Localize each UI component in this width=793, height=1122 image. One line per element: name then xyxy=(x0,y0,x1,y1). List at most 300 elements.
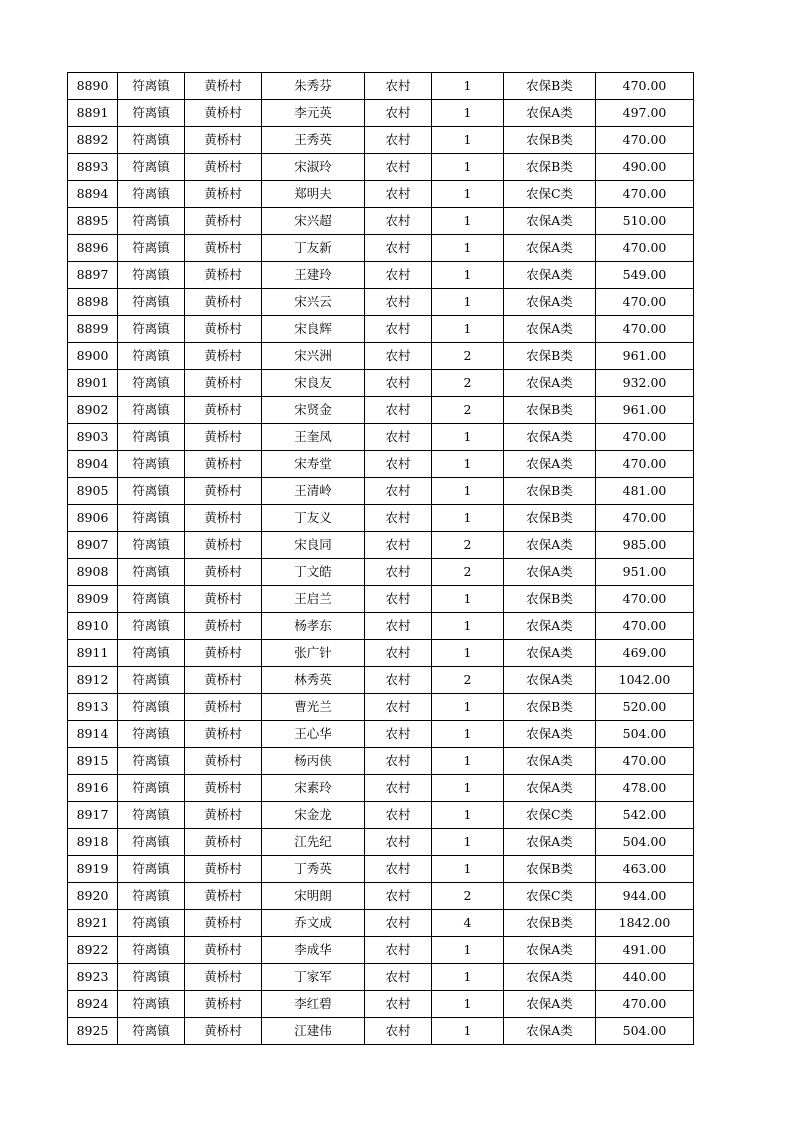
member-count-cell: 1 xyxy=(432,937,504,964)
name-cell: 丁友义 xyxy=(262,505,365,532)
serial-number-cell: 8894 xyxy=(68,181,118,208)
village-cell: 黄桥村 xyxy=(185,910,262,937)
household-type-cell: 农村 xyxy=(365,397,432,424)
table-row xyxy=(68,937,694,964)
town-cell: 符离镇 xyxy=(118,208,185,235)
household-type-cell: 农村 xyxy=(365,154,432,181)
village-cell: 黄桥村 xyxy=(185,802,262,829)
village-cell: 黄桥村 xyxy=(185,343,262,370)
serial-number-cell: 8909 xyxy=(68,586,118,613)
village-cell: 黄桥村 xyxy=(185,262,262,289)
amount-cell: 1042.00 xyxy=(596,667,694,694)
household-type-cell: 农村 xyxy=(365,100,432,127)
name-cell: 丁家军 xyxy=(262,964,365,991)
table-row xyxy=(68,154,694,181)
village-cell: 黄桥村 xyxy=(185,559,262,586)
town-cell: 符离镇 xyxy=(118,748,185,775)
serial-number-cell: 8918 xyxy=(68,829,118,856)
serial-number-cell: 8890 xyxy=(68,73,118,100)
amount-cell: 470.00 xyxy=(596,73,694,100)
serial-number-cell: 8907 xyxy=(68,532,118,559)
table-row xyxy=(68,559,694,586)
household-type-cell: 农村 xyxy=(365,73,432,100)
amount-cell: 520.00 xyxy=(596,694,694,721)
amount-cell: 470.00 xyxy=(596,586,694,613)
member-count-cell: 2 xyxy=(432,532,504,559)
serial-number-cell: 8901 xyxy=(68,370,118,397)
category-cell: 农保C类 xyxy=(504,883,596,910)
member-count-cell: 1 xyxy=(432,235,504,262)
household-type-cell: 农村 xyxy=(365,127,432,154)
town-cell: 符离镇 xyxy=(118,181,185,208)
village-cell: 黄桥村 xyxy=(185,397,262,424)
village-cell: 黄桥村 xyxy=(185,856,262,883)
member-count-cell: 1 xyxy=(432,127,504,154)
member-count-cell: 1 xyxy=(432,154,504,181)
village-cell: 黄桥村 xyxy=(185,883,262,910)
town-cell: 符离镇 xyxy=(118,856,185,883)
amount-cell: 961.00 xyxy=(596,343,694,370)
name-cell: 李元英 xyxy=(262,100,365,127)
town-cell: 符离镇 xyxy=(118,154,185,181)
table-row xyxy=(68,343,694,370)
table-row xyxy=(68,181,694,208)
member-count-cell: 1 xyxy=(432,316,504,343)
town-cell: 符离镇 xyxy=(118,262,185,289)
village-cell: 黄桥村 xyxy=(185,829,262,856)
category-cell: 农保C类 xyxy=(504,181,596,208)
member-count-cell: 1 xyxy=(432,964,504,991)
member-count-cell: 1 xyxy=(432,505,504,532)
town-cell: 符离镇 xyxy=(118,667,185,694)
town-cell: 符离镇 xyxy=(118,370,185,397)
name-cell: 丁秀英 xyxy=(262,856,365,883)
amount-cell: 504.00 xyxy=(596,1018,694,1045)
name-cell: 王心华 xyxy=(262,721,365,748)
member-count-cell: 1 xyxy=(432,721,504,748)
table-row xyxy=(68,829,694,856)
town-cell: 符离镇 xyxy=(118,775,185,802)
table-row xyxy=(68,532,694,559)
member-count-cell: 1 xyxy=(432,1018,504,1045)
serial-number-cell: 8908 xyxy=(68,559,118,586)
household-type-cell: 农村 xyxy=(365,370,432,397)
town-cell: 符离镇 xyxy=(118,289,185,316)
amount-cell: 470.00 xyxy=(596,748,694,775)
household-type-cell: 农村 xyxy=(365,208,432,235)
category-cell: 农保A类 xyxy=(504,964,596,991)
name-cell: 丁文皓 xyxy=(262,559,365,586)
category-cell: 农保A类 xyxy=(504,1018,596,1045)
town-cell: 符离镇 xyxy=(118,127,185,154)
table-row xyxy=(68,775,694,802)
name-cell: 李成华 xyxy=(262,937,365,964)
member-count-cell: 1 xyxy=(432,289,504,316)
serial-number-cell: 8913 xyxy=(68,694,118,721)
amount-cell: 470.00 xyxy=(596,235,694,262)
household-type-cell: 农村 xyxy=(365,424,432,451)
household-type-cell: 农村 xyxy=(365,505,432,532)
village-cell: 黄桥村 xyxy=(185,613,262,640)
category-cell: 农保B类 xyxy=(504,586,596,613)
serial-number-cell: 8911 xyxy=(68,640,118,667)
serial-number-cell: 8916 xyxy=(68,775,118,802)
amount-cell: 478.00 xyxy=(596,775,694,802)
table-row xyxy=(68,721,694,748)
name-cell: 宋良辉 xyxy=(262,316,365,343)
town-cell: 符离镇 xyxy=(118,559,185,586)
household-type-cell: 农村 xyxy=(365,721,432,748)
table-row xyxy=(68,964,694,991)
serial-number-cell: 8903 xyxy=(68,424,118,451)
member-count-cell: 1 xyxy=(432,100,504,127)
village-cell: 黄桥村 xyxy=(185,1018,262,1045)
village-cell: 黄桥村 xyxy=(185,505,262,532)
category-cell: 农保A类 xyxy=(504,370,596,397)
town-cell: 符离镇 xyxy=(118,883,185,910)
village-cell: 黄桥村 xyxy=(185,775,262,802)
serial-number-cell: 8899 xyxy=(68,316,118,343)
household-type-cell: 农村 xyxy=(365,856,432,883)
member-count-cell: 1 xyxy=(432,775,504,802)
household-type-cell: 农村 xyxy=(365,478,432,505)
category-cell: 农保A类 xyxy=(504,100,596,127)
member-count-cell: 1 xyxy=(432,181,504,208)
amount-cell: 944.00 xyxy=(596,883,694,910)
name-cell: 宋兴超 xyxy=(262,208,365,235)
village-cell: 黄桥村 xyxy=(185,154,262,181)
serial-number-cell: 8912 xyxy=(68,667,118,694)
serial-number-cell: 8905 xyxy=(68,478,118,505)
amount-cell: 490.00 xyxy=(596,154,694,181)
serial-number-cell: 8921 xyxy=(68,910,118,937)
village-cell: 黄桥村 xyxy=(185,532,262,559)
serial-number-cell: 8895 xyxy=(68,208,118,235)
serial-number-cell: 8910 xyxy=(68,613,118,640)
category-cell: 农保A类 xyxy=(504,613,596,640)
table-row xyxy=(68,856,694,883)
town-cell: 符离镇 xyxy=(118,640,185,667)
member-count-cell: 1 xyxy=(432,856,504,883)
serial-number-cell: 8925 xyxy=(68,1018,118,1045)
name-cell: 王清岭 xyxy=(262,478,365,505)
town-cell: 符离镇 xyxy=(118,586,185,613)
village-cell: 黄桥村 xyxy=(185,964,262,991)
amount-cell: 491.00 xyxy=(596,937,694,964)
table-row xyxy=(68,316,694,343)
member-count-cell: 1 xyxy=(432,478,504,505)
amount-cell: 504.00 xyxy=(596,721,694,748)
table-row xyxy=(68,505,694,532)
amount-cell: 470.00 xyxy=(596,127,694,154)
table-row xyxy=(68,451,694,478)
household-type-cell: 农村 xyxy=(365,235,432,262)
serial-number-cell: 8917 xyxy=(68,802,118,829)
table-row xyxy=(68,100,694,127)
household-type-cell: 农村 xyxy=(365,532,432,559)
household-type-cell: 农村 xyxy=(365,694,432,721)
household-type-cell: 农村 xyxy=(365,802,432,829)
category-cell: 农保A类 xyxy=(504,937,596,964)
table-row xyxy=(68,208,694,235)
table-row xyxy=(68,667,694,694)
amount-cell: 497.00 xyxy=(596,100,694,127)
village-cell: 黄桥村 xyxy=(185,289,262,316)
category-cell: 农保B类 xyxy=(504,397,596,424)
household-type-cell: 农村 xyxy=(365,262,432,289)
town-cell: 符离镇 xyxy=(118,829,185,856)
member-count-cell: 1 xyxy=(432,424,504,451)
amount-cell: 504.00 xyxy=(596,829,694,856)
member-count-cell: 1 xyxy=(432,829,504,856)
category-cell: 农保A类 xyxy=(504,559,596,586)
category-cell: 农保A类 xyxy=(504,640,596,667)
village-cell: 黄桥村 xyxy=(185,127,262,154)
table-row xyxy=(68,397,694,424)
name-cell: 张广针 xyxy=(262,640,365,667)
name-cell: 王奎凤 xyxy=(262,424,365,451)
name-cell: 曹光兰 xyxy=(262,694,365,721)
amount-cell: 463.00 xyxy=(596,856,694,883)
category-cell: 农保A类 xyxy=(504,775,596,802)
village-cell: 黄桥村 xyxy=(185,694,262,721)
amount-cell: 1842.00 xyxy=(596,910,694,937)
village-cell: 黄桥村 xyxy=(185,235,262,262)
name-cell: 江先纪 xyxy=(262,829,365,856)
name-cell: 郑明夫 xyxy=(262,181,365,208)
table-row xyxy=(68,910,694,937)
amount-cell: 481.00 xyxy=(596,478,694,505)
town-cell: 符离镇 xyxy=(118,694,185,721)
town-cell: 符离镇 xyxy=(118,964,185,991)
table-row xyxy=(68,613,694,640)
serial-number-cell: 8919 xyxy=(68,856,118,883)
village-cell: 黄桥村 xyxy=(185,181,262,208)
amount-cell: 470.00 xyxy=(596,424,694,451)
household-type-cell: 农村 xyxy=(365,910,432,937)
category-cell: 农保C类 xyxy=(504,802,596,829)
household-type-cell: 农村 xyxy=(365,964,432,991)
amount-cell: 470.00 xyxy=(596,505,694,532)
household-type-cell: 农村 xyxy=(365,343,432,370)
name-cell: 宋寿堂 xyxy=(262,451,365,478)
table-body xyxy=(68,73,694,1045)
category-cell: 农保A类 xyxy=(504,289,596,316)
member-count-cell: 1 xyxy=(432,73,504,100)
village-cell: 黄桥村 xyxy=(185,100,262,127)
category-cell: 农保B类 xyxy=(504,127,596,154)
household-type-cell: 农村 xyxy=(365,289,432,316)
household-type-cell: 农村 xyxy=(365,775,432,802)
name-cell: 李红碧 xyxy=(262,991,365,1018)
serial-number-cell: 8891 xyxy=(68,100,118,127)
serial-number-cell: 8892 xyxy=(68,127,118,154)
town-cell: 符离镇 xyxy=(118,937,185,964)
member-count-cell: 2 xyxy=(432,370,504,397)
member-count-cell: 2 xyxy=(432,397,504,424)
village-cell: 黄桥村 xyxy=(185,937,262,964)
serial-number-cell: 8922 xyxy=(68,937,118,964)
town-cell: 符离镇 xyxy=(118,721,185,748)
category-cell: 农保B类 xyxy=(504,73,596,100)
name-cell: 宋淑玲 xyxy=(262,154,365,181)
member-count-cell: 1 xyxy=(432,694,504,721)
member-count-cell: 1 xyxy=(432,640,504,667)
table-row xyxy=(68,370,694,397)
household-type-cell: 农村 xyxy=(365,316,432,343)
amount-cell: 470.00 xyxy=(596,289,694,316)
category-cell: 农保A类 xyxy=(504,262,596,289)
town-cell: 符离镇 xyxy=(118,802,185,829)
name-cell: 丁友新 xyxy=(262,235,365,262)
serial-number-cell: 8923 xyxy=(68,964,118,991)
town-cell: 符离镇 xyxy=(118,613,185,640)
amount-cell: 470.00 xyxy=(596,613,694,640)
town-cell: 符离镇 xyxy=(118,235,185,262)
village-cell: 黄桥村 xyxy=(185,451,262,478)
category-cell: 农保B类 xyxy=(504,343,596,370)
town-cell: 符离镇 xyxy=(118,73,185,100)
serial-number-cell: 8896 xyxy=(68,235,118,262)
household-type-cell: 农村 xyxy=(365,667,432,694)
table-row xyxy=(68,991,694,1018)
table-row xyxy=(68,694,694,721)
village-cell: 黄桥村 xyxy=(185,991,262,1018)
table-row xyxy=(68,73,694,100)
amount-cell: 932.00 xyxy=(596,370,694,397)
table-row xyxy=(68,883,694,910)
serial-number-cell: 8904 xyxy=(68,451,118,478)
category-cell: 农保A类 xyxy=(504,316,596,343)
member-count-cell: 4 xyxy=(432,910,504,937)
table-row xyxy=(68,424,694,451)
category-cell: 农保A类 xyxy=(504,235,596,262)
village-cell: 黄桥村 xyxy=(185,73,262,100)
household-type-cell: 农村 xyxy=(365,991,432,1018)
name-cell: 江建伟 xyxy=(262,1018,365,1045)
town-cell: 符离镇 xyxy=(118,316,185,343)
member-count-cell: 1 xyxy=(432,748,504,775)
name-cell: 宋良同 xyxy=(262,532,365,559)
town-cell: 符离镇 xyxy=(118,478,185,505)
town-cell: 符离镇 xyxy=(118,1018,185,1045)
name-cell: 宋兴云 xyxy=(262,289,365,316)
data-table xyxy=(67,72,694,1045)
name-cell: 朱秀芬 xyxy=(262,73,365,100)
member-count-cell: 2 xyxy=(432,883,504,910)
category-cell: 农保A类 xyxy=(504,424,596,451)
village-cell: 黄桥村 xyxy=(185,586,262,613)
village-cell: 黄桥村 xyxy=(185,316,262,343)
village-cell: 黄桥村 xyxy=(185,748,262,775)
name-cell: 王建玲 xyxy=(262,262,365,289)
town-cell: 符离镇 xyxy=(118,451,185,478)
serial-number-cell: 8902 xyxy=(68,397,118,424)
village-cell: 黄桥村 xyxy=(185,667,262,694)
name-cell: 王启兰 xyxy=(262,586,365,613)
table-row xyxy=(68,127,694,154)
amount-cell: 985.00 xyxy=(596,532,694,559)
table-row xyxy=(68,586,694,613)
town-cell: 符离镇 xyxy=(118,532,185,559)
household-type-cell: 农村 xyxy=(365,613,432,640)
serial-number-cell: 8906 xyxy=(68,505,118,532)
town-cell: 符离镇 xyxy=(118,910,185,937)
amount-cell: 549.00 xyxy=(596,262,694,289)
household-type-cell: 农村 xyxy=(365,937,432,964)
serial-number-cell: 8924 xyxy=(68,991,118,1018)
village-cell: 黄桥村 xyxy=(185,370,262,397)
member-count-cell: 1 xyxy=(432,802,504,829)
serial-number-cell: 8915 xyxy=(68,748,118,775)
town-cell: 符离镇 xyxy=(118,343,185,370)
household-type-cell: 农村 xyxy=(365,829,432,856)
household-type-cell: 农村 xyxy=(365,883,432,910)
member-count-cell: 2 xyxy=(432,667,504,694)
town-cell: 符离镇 xyxy=(118,100,185,127)
category-cell: 农保B类 xyxy=(504,478,596,505)
table-row xyxy=(68,262,694,289)
household-type-cell: 农村 xyxy=(365,181,432,208)
household-type-cell: 农村 xyxy=(365,748,432,775)
amount-cell: 951.00 xyxy=(596,559,694,586)
name-cell: 宋金龙 xyxy=(262,802,365,829)
town-cell: 符离镇 xyxy=(118,991,185,1018)
serial-number-cell: 8914 xyxy=(68,721,118,748)
name-cell: 宋贤金 xyxy=(262,397,365,424)
village-cell: 黄桥村 xyxy=(185,208,262,235)
member-count-cell: 1 xyxy=(432,613,504,640)
member-count-cell: 2 xyxy=(432,559,504,586)
category-cell: 农保A类 xyxy=(504,748,596,775)
category-cell: 农保B类 xyxy=(504,856,596,883)
category-cell: 农保B类 xyxy=(504,154,596,181)
town-cell: 符离镇 xyxy=(118,505,185,532)
table-row xyxy=(68,1018,694,1045)
member-count-cell: 1 xyxy=(432,586,504,613)
category-cell: 农保B类 xyxy=(504,505,596,532)
household-type-cell: 农村 xyxy=(365,559,432,586)
household-type-cell: 农村 xyxy=(365,640,432,667)
amount-cell: 469.00 xyxy=(596,640,694,667)
town-cell: 符离镇 xyxy=(118,397,185,424)
amount-cell: 470.00 xyxy=(596,316,694,343)
serial-number-cell: 8897 xyxy=(68,262,118,289)
category-cell: 农保A类 xyxy=(504,829,596,856)
table-row xyxy=(68,802,694,829)
member-count-cell: 1 xyxy=(432,991,504,1018)
serial-number-cell: 8898 xyxy=(68,289,118,316)
village-cell: 黄桥村 xyxy=(185,640,262,667)
serial-number-cell: 8900 xyxy=(68,343,118,370)
table-row xyxy=(68,748,694,775)
household-type-cell: 农村 xyxy=(365,1018,432,1045)
village-cell: 黄桥村 xyxy=(185,721,262,748)
category-cell: 农保A类 xyxy=(504,451,596,478)
category-cell: 农保A类 xyxy=(504,532,596,559)
household-type-cell: 农村 xyxy=(365,451,432,478)
category-cell: 农保A类 xyxy=(504,721,596,748)
category-cell: 农保B类 xyxy=(504,910,596,937)
category-cell: 农保A类 xyxy=(504,208,596,235)
household-type-cell: 农村 xyxy=(365,586,432,613)
member-count-cell: 2 xyxy=(432,343,504,370)
amount-cell: 510.00 xyxy=(596,208,694,235)
amount-cell: 470.00 xyxy=(596,181,694,208)
name-cell: 乔文成 xyxy=(262,910,365,937)
name-cell: 林秀英 xyxy=(262,667,365,694)
table-row xyxy=(68,289,694,316)
